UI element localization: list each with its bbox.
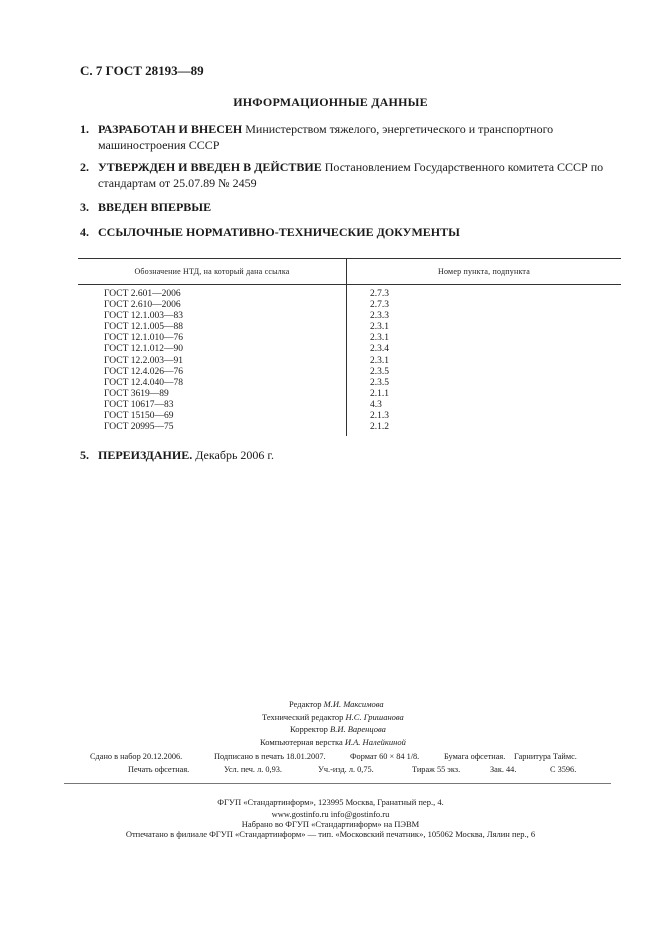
table-cell-clause: 2.7.3 (370, 300, 389, 311)
table-row (78, 322, 621, 333)
table-cell-document: ГОСТ 2.601—2006 (104, 289, 181, 299)
item-heading: РАЗРАБОТАН И ВНЕСЕН (98, 122, 243, 136)
credit-label: Редактор (289, 699, 322, 709)
print-uch: Уч.-изд. л. 0,75. (318, 765, 374, 774)
table-cell-clause: 4.3 (370, 399, 382, 410)
table-body (78, 289, 621, 433)
table-row (78, 422, 621, 433)
table-row (78, 400, 621, 411)
table-cell-clause: 2.3.1 (370, 333, 389, 344)
divider-rule (64, 783, 611, 784)
item-number: 5. (80, 448, 89, 462)
section-title: ИНФОРМАЦИОННЫЕ ДАННЫЕ (233, 95, 428, 109)
credit-label: Корректор (290, 724, 328, 734)
credit-label: Технический редактор (262, 711, 344, 722)
item-text: Министерством тяжелого, энергетического и транспортного машиностроения СССР (98, 122, 554, 152)
table-cell-clause: 2.3.4 (370, 344, 389, 355)
credit-name: И.А. Налейкиной (344, 736, 406, 747)
table-cell-clause: 2.3.1 (370, 355, 389, 366)
info-item-4 (80, 224, 620, 240)
table-top-rule (78, 258, 621, 259)
table-row (78, 300, 621, 311)
item-heading: ВВЕДЕН ВПЕРВЫЕ (98, 200, 212, 214)
print-usl: Усл. печ. л. 0,93. (224, 765, 282, 774)
info-item-5 (80, 447, 620, 463)
table-cell-document: ГОСТ 12.2.003—91 (104, 355, 183, 366)
table-cell-document: ГОСТ 3619—89 (104, 388, 169, 399)
table-cell-document: ГОСТ 12.1.010—76 (104, 333, 183, 344)
print-run: Тираж 55 экз. (412, 765, 461, 774)
table-row (78, 289, 621, 300)
table-cell-document: ГОСТ 15150—69 (104, 411, 174, 422)
table-cell-document: ГОСТ 2.610—2006 (104, 300, 181, 311)
item-number: 4. (80, 225, 89, 239)
table-row (78, 344, 621, 355)
print-c: С 3596. (550, 765, 577, 774)
table-cell-clause: 2.1.2 (370, 422, 389, 433)
print-signed: Подписано в печать 18.01.2007. (214, 752, 326, 761)
table-cell-clause: 2.3.5 (370, 377, 389, 388)
info-item-3 (80, 199, 620, 215)
table-cell-document: ГОСТ 12.4.026—76 (104, 366, 183, 377)
item-heading: УТВЕРЖДЕН И ВВЕДЕН В ДЕЙСТВИЕ (98, 160, 322, 174)
print-method: Печать офсетная. (128, 765, 190, 774)
item-heading: ПЕРЕИЗДАНИЕ. (98, 448, 193, 462)
table-row (78, 389, 621, 400)
table-row (78, 311, 621, 322)
item-number: 1. (80, 122, 89, 136)
table-cell-document: ГОСТ 12.1.005—88 (104, 322, 183, 333)
publisher-typeset: Набрано во ФГУП «Стандартинформ» на ПЭВМ (241, 819, 420, 829)
table-cell-clause: 2.3.5 (370, 366, 389, 377)
table-cell-clause: 2.1.1 (370, 388, 389, 399)
print-font: Гарнитура Таймс. (514, 752, 577, 761)
item-text: Декабрь 2006 г. (192, 448, 274, 462)
item-text: Постановлением Государственного комитета СССР по стандартам от 25.07.89 № 2459 (98, 160, 604, 190)
table-cell-clause: 2.7.3 (370, 289, 389, 299)
print-order: Зак. 44. (490, 765, 517, 774)
table-cell-document: ГОСТ 12.4.040—78 (104, 377, 183, 388)
table-row (78, 378, 621, 389)
table-header-rule (78, 284, 621, 285)
item-number: 3. (80, 200, 89, 214)
credit-name: М.И. Максимова (323, 699, 384, 709)
credit-name: В.И. Варенцова (330, 724, 386, 734)
table-cell-document: ГОСТ 20995—75 (104, 422, 174, 433)
table-row (78, 411, 621, 422)
page-header: С. 7 ГОСТ 28193—89 (80, 63, 204, 78)
publisher-address: ФГУП «Стандартинформ», 123995 Москва, Гранатный пер., 4. (217, 797, 444, 807)
credit-label: Компьютерная верстка (260, 736, 343, 747)
publisher-web: www.gostinfo.ru info@gostinfo.ru (271, 809, 390, 819)
credit-editor (289, 698, 384, 711)
info-item-2 (80, 159, 620, 191)
table-cell-clause: 2.3.3 (370, 311, 389, 322)
print-format: Формат 60 × 84 1/8. (350, 752, 420, 761)
table-row (78, 367, 621, 378)
credit-corrector (290, 723, 386, 736)
credit-name: Н.С. Гришанова (345, 711, 404, 722)
table-header-document: Обозначение НТД, на который дана ссылка (134, 267, 290, 276)
credit-layout (260, 736, 406, 749)
table-cell-document: ГОСТ 10617—83 (104, 399, 174, 410)
item-number: 2. (80, 160, 89, 174)
print-sent: Сдано в набор 20.12.2006. (90, 752, 183, 761)
publisher-printed: Отпечатано в филиале ФГУП «Стандартинформ» — тип. «Московский печатник», 105062 Москва, Лялин пер., 6 (125, 829, 536, 839)
table-cell-document: ГОСТ 12.1.012—90 (104, 344, 183, 355)
table-row (78, 356, 621, 367)
item-heading: ССЫЛОЧНЫЕ НОРМАТИВНО-ТЕХНИЧЕСКИЕ ДОКУМЕНТЫ (98, 225, 460, 239)
credit-tech-editor (262, 711, 404, 724)
table-cell-clause: 2.3.1 (370, 322, 389, 333)
table-row (78, 333, 621, 344)
print-paper: Бумага офсетная. (444, 752, 506, 761)
info-item-1 (80, 121, 620, 153)
table-header-clause: Номер пункта, подпункта (438, 267, 530, 276)
table-cell-clause: 2.1.3 (370, 411, 389, 422)
table-cell-document: ГОСТ 12.1.003—83 (104, 311, 183, 322)
